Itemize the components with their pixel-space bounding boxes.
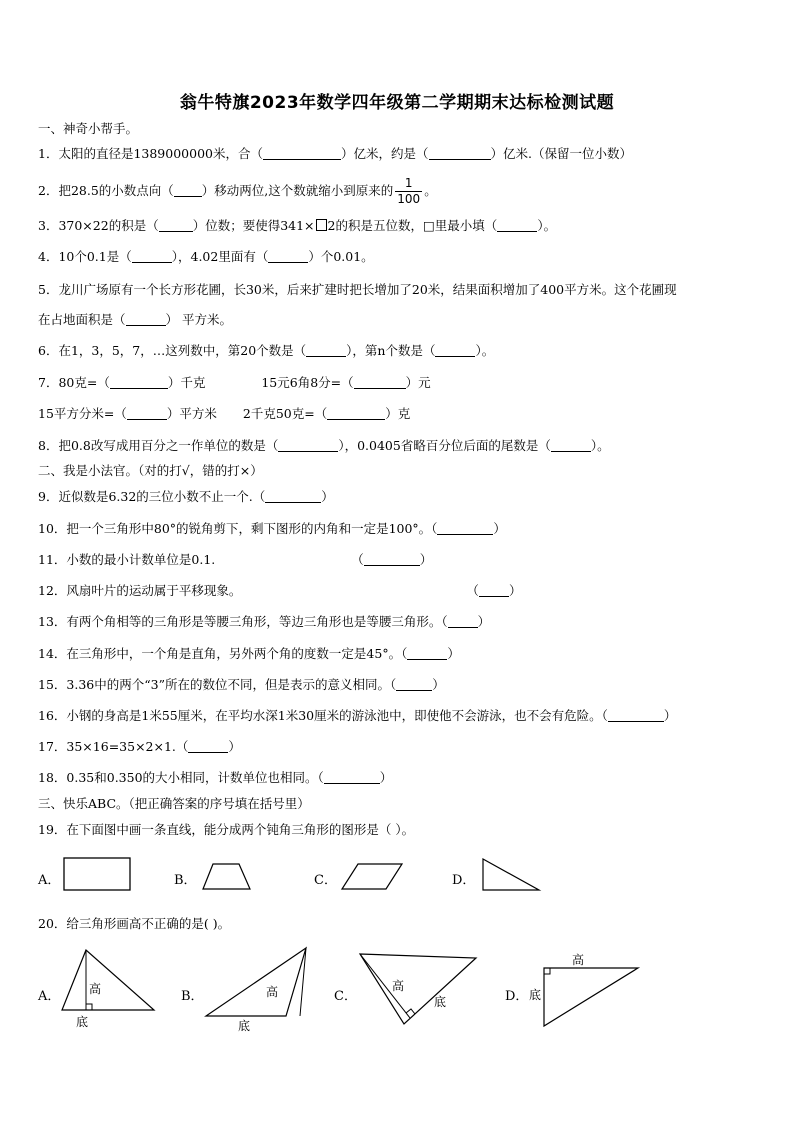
answer-blank[interactable] bbox=[306, 344, 346, 357]
q19-option-c-label: C． bbox=[314, 873, 337, 888]
right-triangle-shape bbox=[481, 857, 543, 893]
q19-option-b-label: B． bbox=[174, 873, 197, 888]
base-label-b: 底 bbox=[238, 1019, 251, 1033]
answer-blank[interactable] bbox=[327, 407, 385, 420]
answer-blank[interactable] bbox=[448, 615, 478, 628]
height-label-a: 高 bbox=[89, 982, 102, 996]
question-16: 16．小钢的身高是1米55厘米，在平均水深1米30厘米的游泳池中，即使他不会游泳，也不会有危险。（ ） bbox=[38, 708, 677, 723]
question-14: 14．在三角形中，一个角是直角，另外两个角的度数一定是45°。（ ） bbox=[38, 646, 460, 661]
q20-option-a-label: A． bbox=[38, 989, 61, 1004]
q20-option-c-label: C． bbox=[334, 989, 357, 1004]
question-7-line-1: 7．80克=（ ）千克 15元6角8分=（ ）元 bbox=[38, 375, 431, 390]
triangle-a-diagram bbox=[60, 948, 158, 1030]
question-10: 10．把一个三角形中80°的锐角剪下，剩下图形的内角和一定是100°。（ ） bbox=[38, 521, 506, 536]
answer-blank[interactable] bbox=[265, 490, 321, 503]
question-8: 8．把0.8改写成用百分之一作单位的数是（ ），0.0405省略百分位后面的尾数是（ ）。 bbox=[38, 438, 610, 453]
question-17: 17．35×16=35×2×1.（ ） bbox=[38, 739, 241, 754]
triangle-d-diagram bbox=[526, 952, 642, 1032]
q20-option-b-label: B． bbox=[181, 989, 204, 1004]
height-label-d: 高 bbox=[572, 953, 585, 967]
answer-blank[interactable] bbox=[126, 313, 166, 326]
trapezoid-shape bbox=[201, 862, 253, 892]
q19-option-a-label: A． bbox=[38, 873, 61, 888]
question-13: 13．有两个角相等的三角形是等腰三角形，等边三角形也是等腰三角形。（ ） bbox=[38, 614, 491, 629]
question-15: 15．3.36中的两个“3”所在的数位不同，但是表示的意义相同。（ ） bbox=[38, 677, 445, 692]
q19-option-d-label: D． bbox=[452, 873, 476, 888]
answer-blank[interactable] bbox=[174, 184, 202, 197]
answer-blank[interactable] bbox=[364, 553, 420, 566]
question-20: 20．给三角形画高不正确的是( )。 bbox=[38, 916, 231, 931]
answer-blank[interactable] bbox=[324, 771, 380, 784]
question-4: 4．10个0.1是（ ），4.02里面有（ ）个0.01。 bbox=[38, 249, 374, 264]
question-5-line-2: 在占地面积是（ ） 平方米。 bbox=[38, 312, 232, 327]
question-6: 6．在1，3，5，7，…这列数中，第20个数是（ ），第n个数是（ ）。 bbox=[38, 343, 495, 358]
answer-blank[interactable] bbox=[497, 219, 537, 232]
answer-blank[interactable] bbox=[551, 439, 591, 452]
height-label-c: 高 bbox=[392, 979, 405, 993]
answer-blank[interactable] bbox=[608, 709, 664, 722]
answer-blank[interactable] bbox=[132, 250, 172, 263]
answer-blank[interactable] bbox=[268, 250, 308, 263]
answer-blank[interactable] bbox=[127, 407, 167, 420]
question-18: 18．0.35和0.350的大小相同，计数单位也相同。（ ） bbox=[38, 770, 393, 785]
question-5-line-1: 5．龙川广场原有一个长方形花圃，长30米，后来扩建时把长增加了20米，结果面积增加了400平方米。这个花圃现 bbox=[38, 282, 677, 297]
question-19: 19．在下面图中画一条直线，能分成两个钝角三角形的图形是（ ）。 bbox=[38, 822, 415, 837]
question-7-line-2: 15平方分米=（ ）平方米 2千克50克=（ ）克 bbox=[38, 406, 411, 421]
answer-blank[interactable] bbox=[437, 522, 493, 535]
fraction: $\frac{1}{100}$ bbox=[397, 176, 421, 206]
question-3: 3．370×22的积是（ ）位数；要使得341× 2的积是五位数，□里最小填（ ）。 bbox=[38, 218, 557, 233]
answer-blank[interactable] bbox=[407, 647, 447, 660]
section-2-heading: 二、我是小法官。（对的打√，错的打×） bbox=[38, 463, 263, 478]
square-placeholder bbox=[316, 219, 327, 231]
question-9: 9．近似数是6.32的三位小数不止一个.（ ） bbox=[38, 489, 334, 504]
triangle-b-diagram bbox=[204, 946, 310, 1034]
base-label-a: 底 bbox=[76, 1015, 89, 1029]
answer-blank[interactable] bbox=[429, 147, 491, 160]
section-3-heading: 三、快乐ABC。（把正确答案的序号填在括号里） bbox=[38, 796, 310, 811]
q20-option-d-label: D． bbox=[505, 989, 529, 1004]
answer-blank[interactable] bbox=[263, 147, 341, 160]
answer-blank[interactable] bbox=[110, 376, 168, 389]
rectangle-shape bbox=[63, 857, 133, 893]
question-11: 11．小数的最小计数单位是0.1. （ ） bbox=[38, 552, 433, 567]
question-1: 1．太阳的直径是1389000000米，合（ ）亿米，约是（ ）亿米.（保留一位小数） bbox=[38, 146, 632, 161]
question-2: 2．把28.5的小数点向（ ）移动两位,这个数就缩小到原来的 $\frac{1}{100}$ 。 bbox=[38, 176, 437, 206]
answer-blank[interactable] bbox=[354, 376, 406, 389]
triangle-c-diagram bbox=[358, 952, 480, 1032]
page-title: 翁牛特旗2023年数学四年级第二学期期末达标检测试题 bbox=[179, 93, 615, 113]
section-1-heading: 一、神奇小帮手。 bbox=[38, 121, 139, 136]
answer-blank[interactable] bbox=[479, 584, 509, 597]
parallelogram-shape bbox=[340, 862, 404, 892]
base-label-d: 底 bbox=[529, 988, 542, 1002]
question-12: 12．风扇叶片的运动属于平移现象。 （ ） bbox=[38, 583, 522, 598]
height-label-b: 高 bbox=[266, 985, 279, 999]
answer-blank[interactable] bbox=[159, 219, 193, 232]
answer-blank[interactable] bbox=[278, 439, 338, 452]
answer-blank[interactable] bbox=[396, 678, 432, 691]
answer-blank[interactable] bbox=[188, 740, 228, 753]
base-label-c: 底 bbox=[434, 995, 447, 1009]
answer-blank[interactable] bbox=[435, 344, 475, 357]
